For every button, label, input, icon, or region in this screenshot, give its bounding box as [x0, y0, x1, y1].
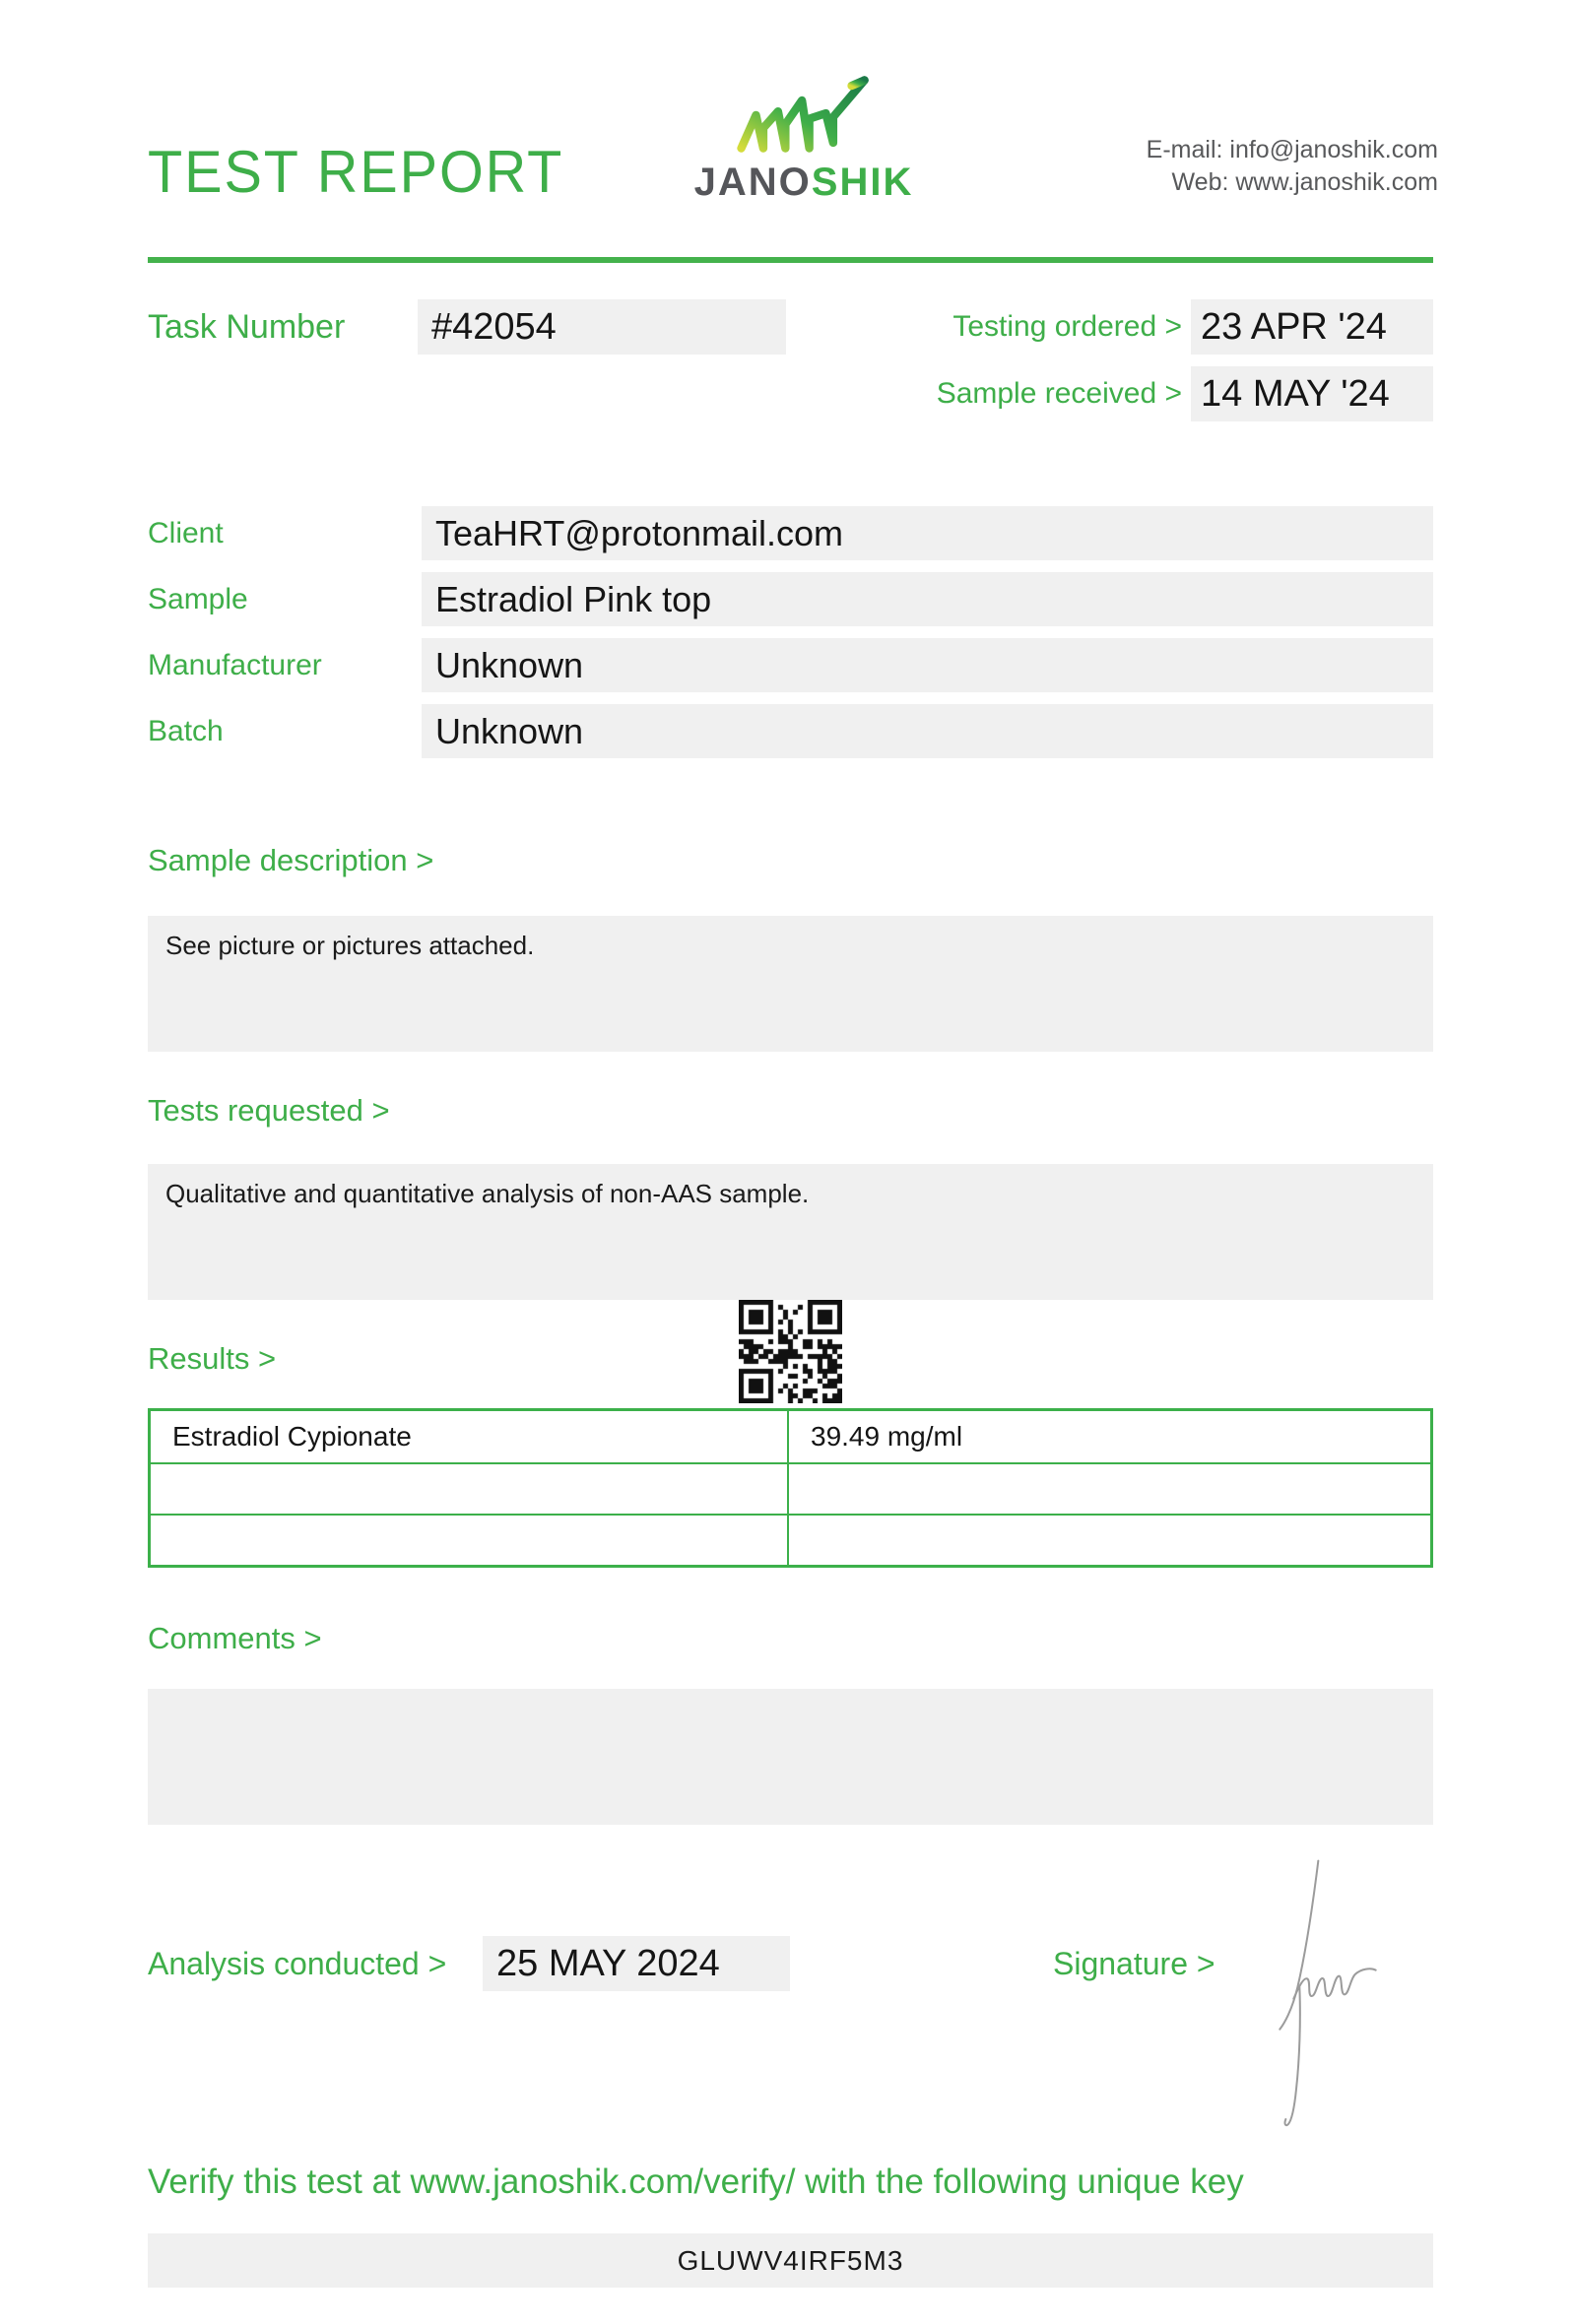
- chart-arrow-icon: [730, 73, 878, 156]
- comments-heading: Comments >: [148, 1621, 322, 1655]
- results-table: [148, 1408, 1433, 1568]
- sample-description-heading: Sample description >: [148, 843, 434, 877]
- janoshik-logo: [666, 73, 942, 204]
- page-title: TEST REPORT: [148, 139, 564, 205]
- result-substance: [151, 1516, 789, 1565]
- comments-box: [148, 1689, 1433, 1825]
- header-divider: [148, 257, 1433, 263]
- verify-instructions: Verify this test at www.janoshik.com/verify/ with the following unique key: [148, 2163, 1244, 2201]
- result-substance: [151, 1464, 789, 1514]
- qr-code: [739, 1300, 842, 1403]
- result-value: 39.49 mg/ml: [811, 1421, 963, 1452]
- task-number-value: #42054: [418, 299, 786, 355]
- client-value: TeaHRT@protonmail.com: [422, 506, 1433, 560]
- contact-email: E-mail: info@janoshik.com: [1146, 136, 1438, 163]
- sample-label: Sample: [148, 582, 248, 615]
- sample-received-label: Sample received >: [936, 377, 1182, 410]
- contact-web: Web: www.janoshik.com: [1171, 168, 1438, 196]
- signature: [1241, 1849, 1438, 2145]
- result-value: [789, 1516, 1430, 1565]
- contact-block: [946, 134, 1438, 199]
- client-label: Client: [148, 516, 224, 549]
- analysis-conducted-date: 25 MAY 2024: [483, 1936, 790, 1991]
- testing-ordered-label: Testing ordered >: [952, 310, 1182, 343]
- sample-description-box: See picture or pictures attached.: [148, 916, 1433, 1052]
- tests-requested-box: Qualitative and quantitative analysis of non-AAS sample.: [148, 1164, 1433, 1300]
- testing-ordered-date: 23 APR '24: [1191, 299, 1433, 355]
- manufacturer-value: Unknown: [422, 638, 1433, 692]
- sample-value: Estradiol Pink top: [422, 572, 1433, 626]
- table-row: [151, 1411, 1430, 1462]
- result-substance: Estradiol Cypionate: [151, 1411, 789, 1462]
- analysis-conducted-label: Analysis conducted >: [148, 1945, 447, 1981]
- wordmark-jano: JANO: [693, 161, 812, 204]
- unique-key: GLUWV4IRF5M3: [148, 2233, 1433, 2288]
- task-number-label: Task Number: [148, 307, 346, 346]
- wordmark-shik: SHIK: [811, 161, 914, 204]
- signature-label: Signature >: [1053, 1945, 1215, 1981]
- result-value: [789, 1464, 1430, 1514]
- results-heading: Results >: [148, 1341, 277, 1376]
- manufacturer-label: Manufacturer: [148, 648, 322, 681]
- janoshik-wordmark: [666, 161, 942, 204]
- batch-label: Batch: [148, 714, 224, 747]
- tests-requested-heading: Tests requested >: [148, 1093, 390, 1128]
- sample-received-date: 14 MAY '24: [1191, 366, 1433, 421]
- table-row: [151, 1514, 1430, 1565]
- batch-value: Unknown: [422, 704, 1433, 758]
- table-row: [151, 1462, 1430, 1514]
